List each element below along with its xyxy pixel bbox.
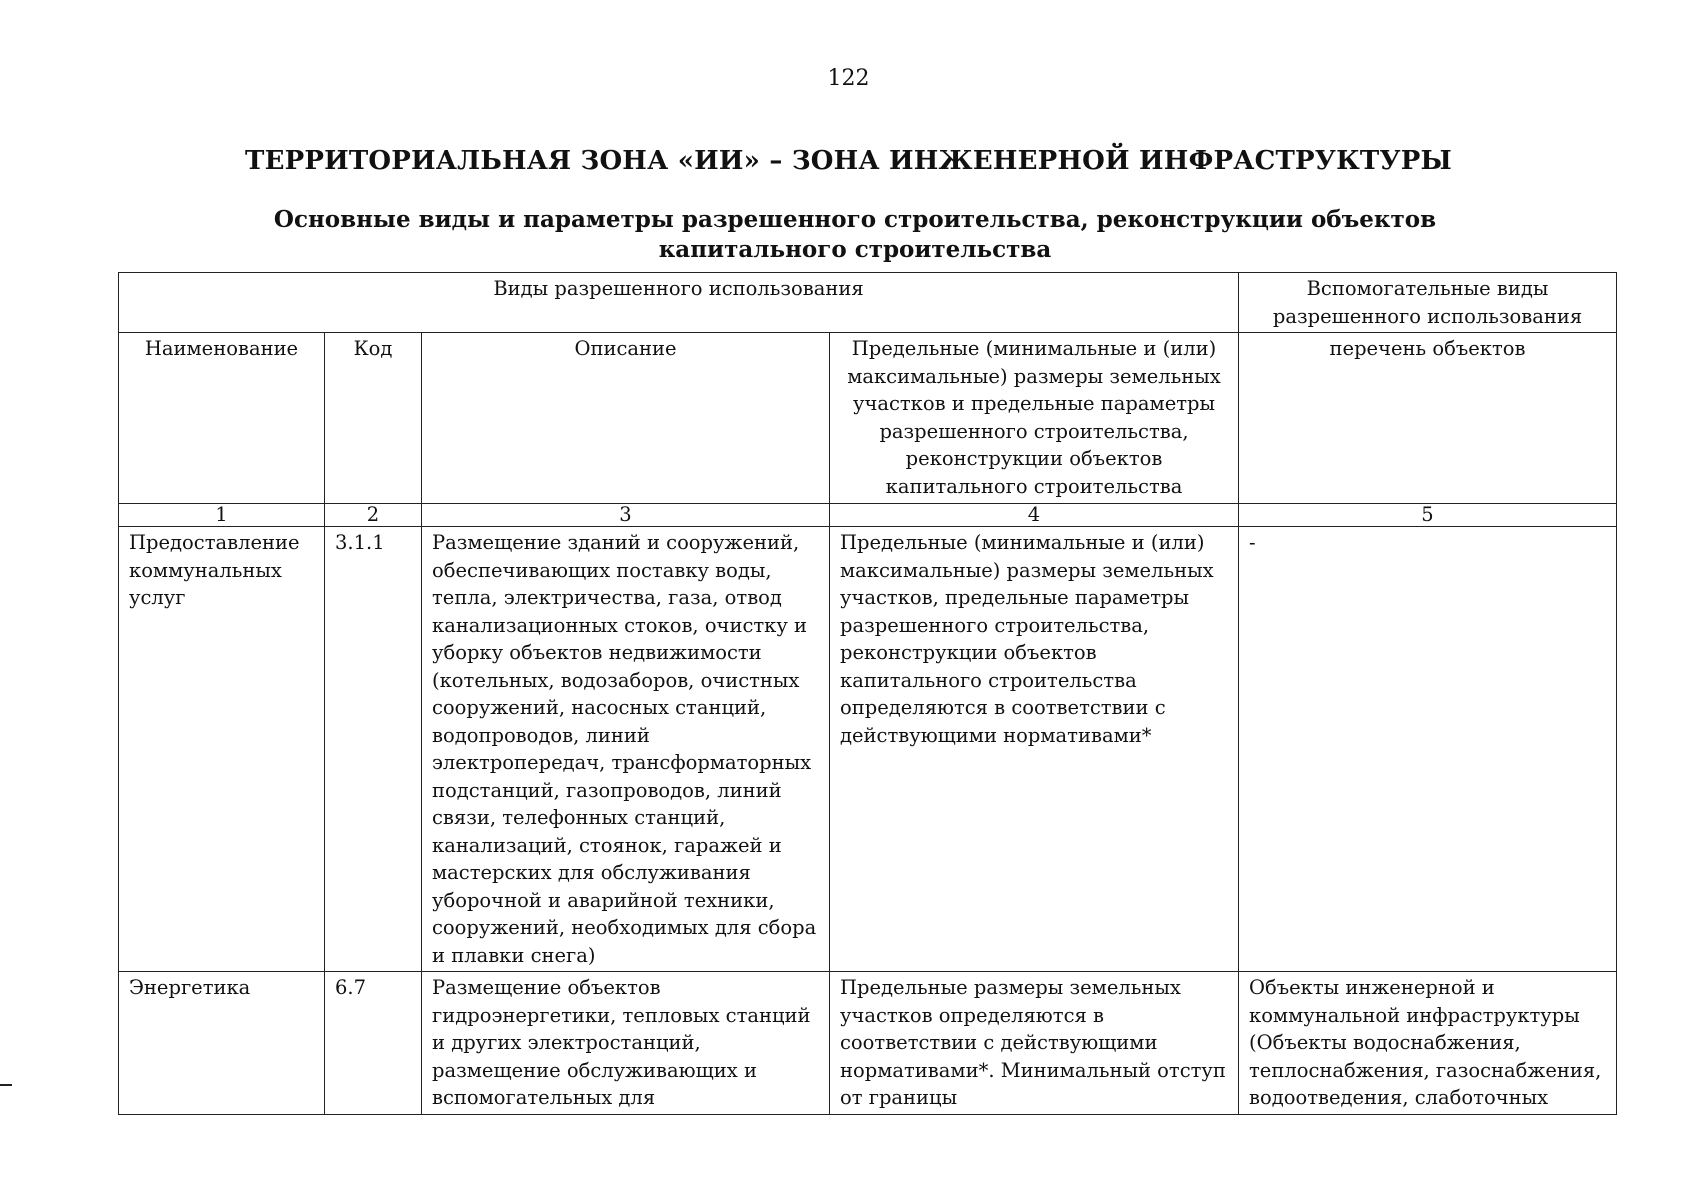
column-number: 4 [830,504,1239,527]
cell-code: 6.7 [325,972,422,1115]
table-group-header-row [119,273,1617,333]
cell-description: Размещение объектов гидроэнергетики, тепловых станций и других электростанций, размещение обслуживающих и вспомогательных для [422,972,830,1115]
cell-parameters: Предельные размеры земельных участков определяются в соответствии с действующими нормативами*. Минимальный отступ от границы [830,972,1239,1115]
column-header-code: Код [325,333,422,504]
permitted-use-table [118,272,1617,1115]
column-number: 1 [119,504,325,527]
column-number-row [119,504,1617,527]
cell-description: Размещение зданий и сооружений, обеспечивающих поставку воды, тепла, электричества, газа, отвод канализационных стоков, очистку и уборку объектов недвижимости (котельных, водозаборов, очистных сооружений, насосных станций, водопроводов, линий электропередач, трансформаторных подстанций, газопроводов, линий связи, телефонных станций, канализаций, стоянок, гаражей и мастерских для обслуживания уборочной и аварийной техники, сооружений, необходимых для сбора и плавки снега) [422,527,830,972]
auxiliary-uses-header: Вспомогательные виды разрешенного использования [1239,273,1617,333]
column-number: 2 [325,504,422,527]
table-column-header-row [119,333,1617,504]
section-subtitle: Основные виды и параметры разрешенного строительства, реконструкции объектов капитального строительства [273,206,1437,263]
cell-objects: - [1239,527,1617,972]
main-uses-header: Виды разрешенного использования [119,273,1239,333]
column-header-name: Наименование [119,333,325,504]
cell-parameters: Предельные (минимальные и (или) максимальные) размеры земельных участков, предельные параметры разрешенного строительства, реконструкции объектов капитального строительства определяются в соответствии с действующими нормативами* [830,527,1239,972]
column-number: 3 [422,504,830,527]
cell-name: Энергетика [119,972,325,1115]
column-header-objects: перечень объектов [1239,333,1617,504]
margin-mark [0,1084,12,1086]
column-header-description: Описание [422,333,830,504]
column-number: 5 [1239,504,1617,527]
table-row [119,527,1617,972]
cell-objects: Объекты инженерной и коммунальной инфраструктуры (Объекты водоснабжения, теплоснабжения, газоснабжения, водоотведения, слаботочных [1239,972,1617,1115]
table-row [119,972,1617,1115]
zone-title: ТЕРРИТОРИАЛЬНАЯ ЗОНА «ИИ» – ЗОНА ИНЖЕНЕРНОЙ ИНФРАСТРУКТУРЫ [245,146,1452,176]
page-number: 122 [827,66,870,91]
column-header-parameters: Предельные (минимальные и (или) максимальные) размеры земельных участков и предельные параметры разрешенного строительства, реконструкции объектов капитального строительства [830,333,1239,504]
cell-code: 3.1.1 [325,527,422,972]
cell-name: Предоставление коммунальных услуг [119,527,325,972]
